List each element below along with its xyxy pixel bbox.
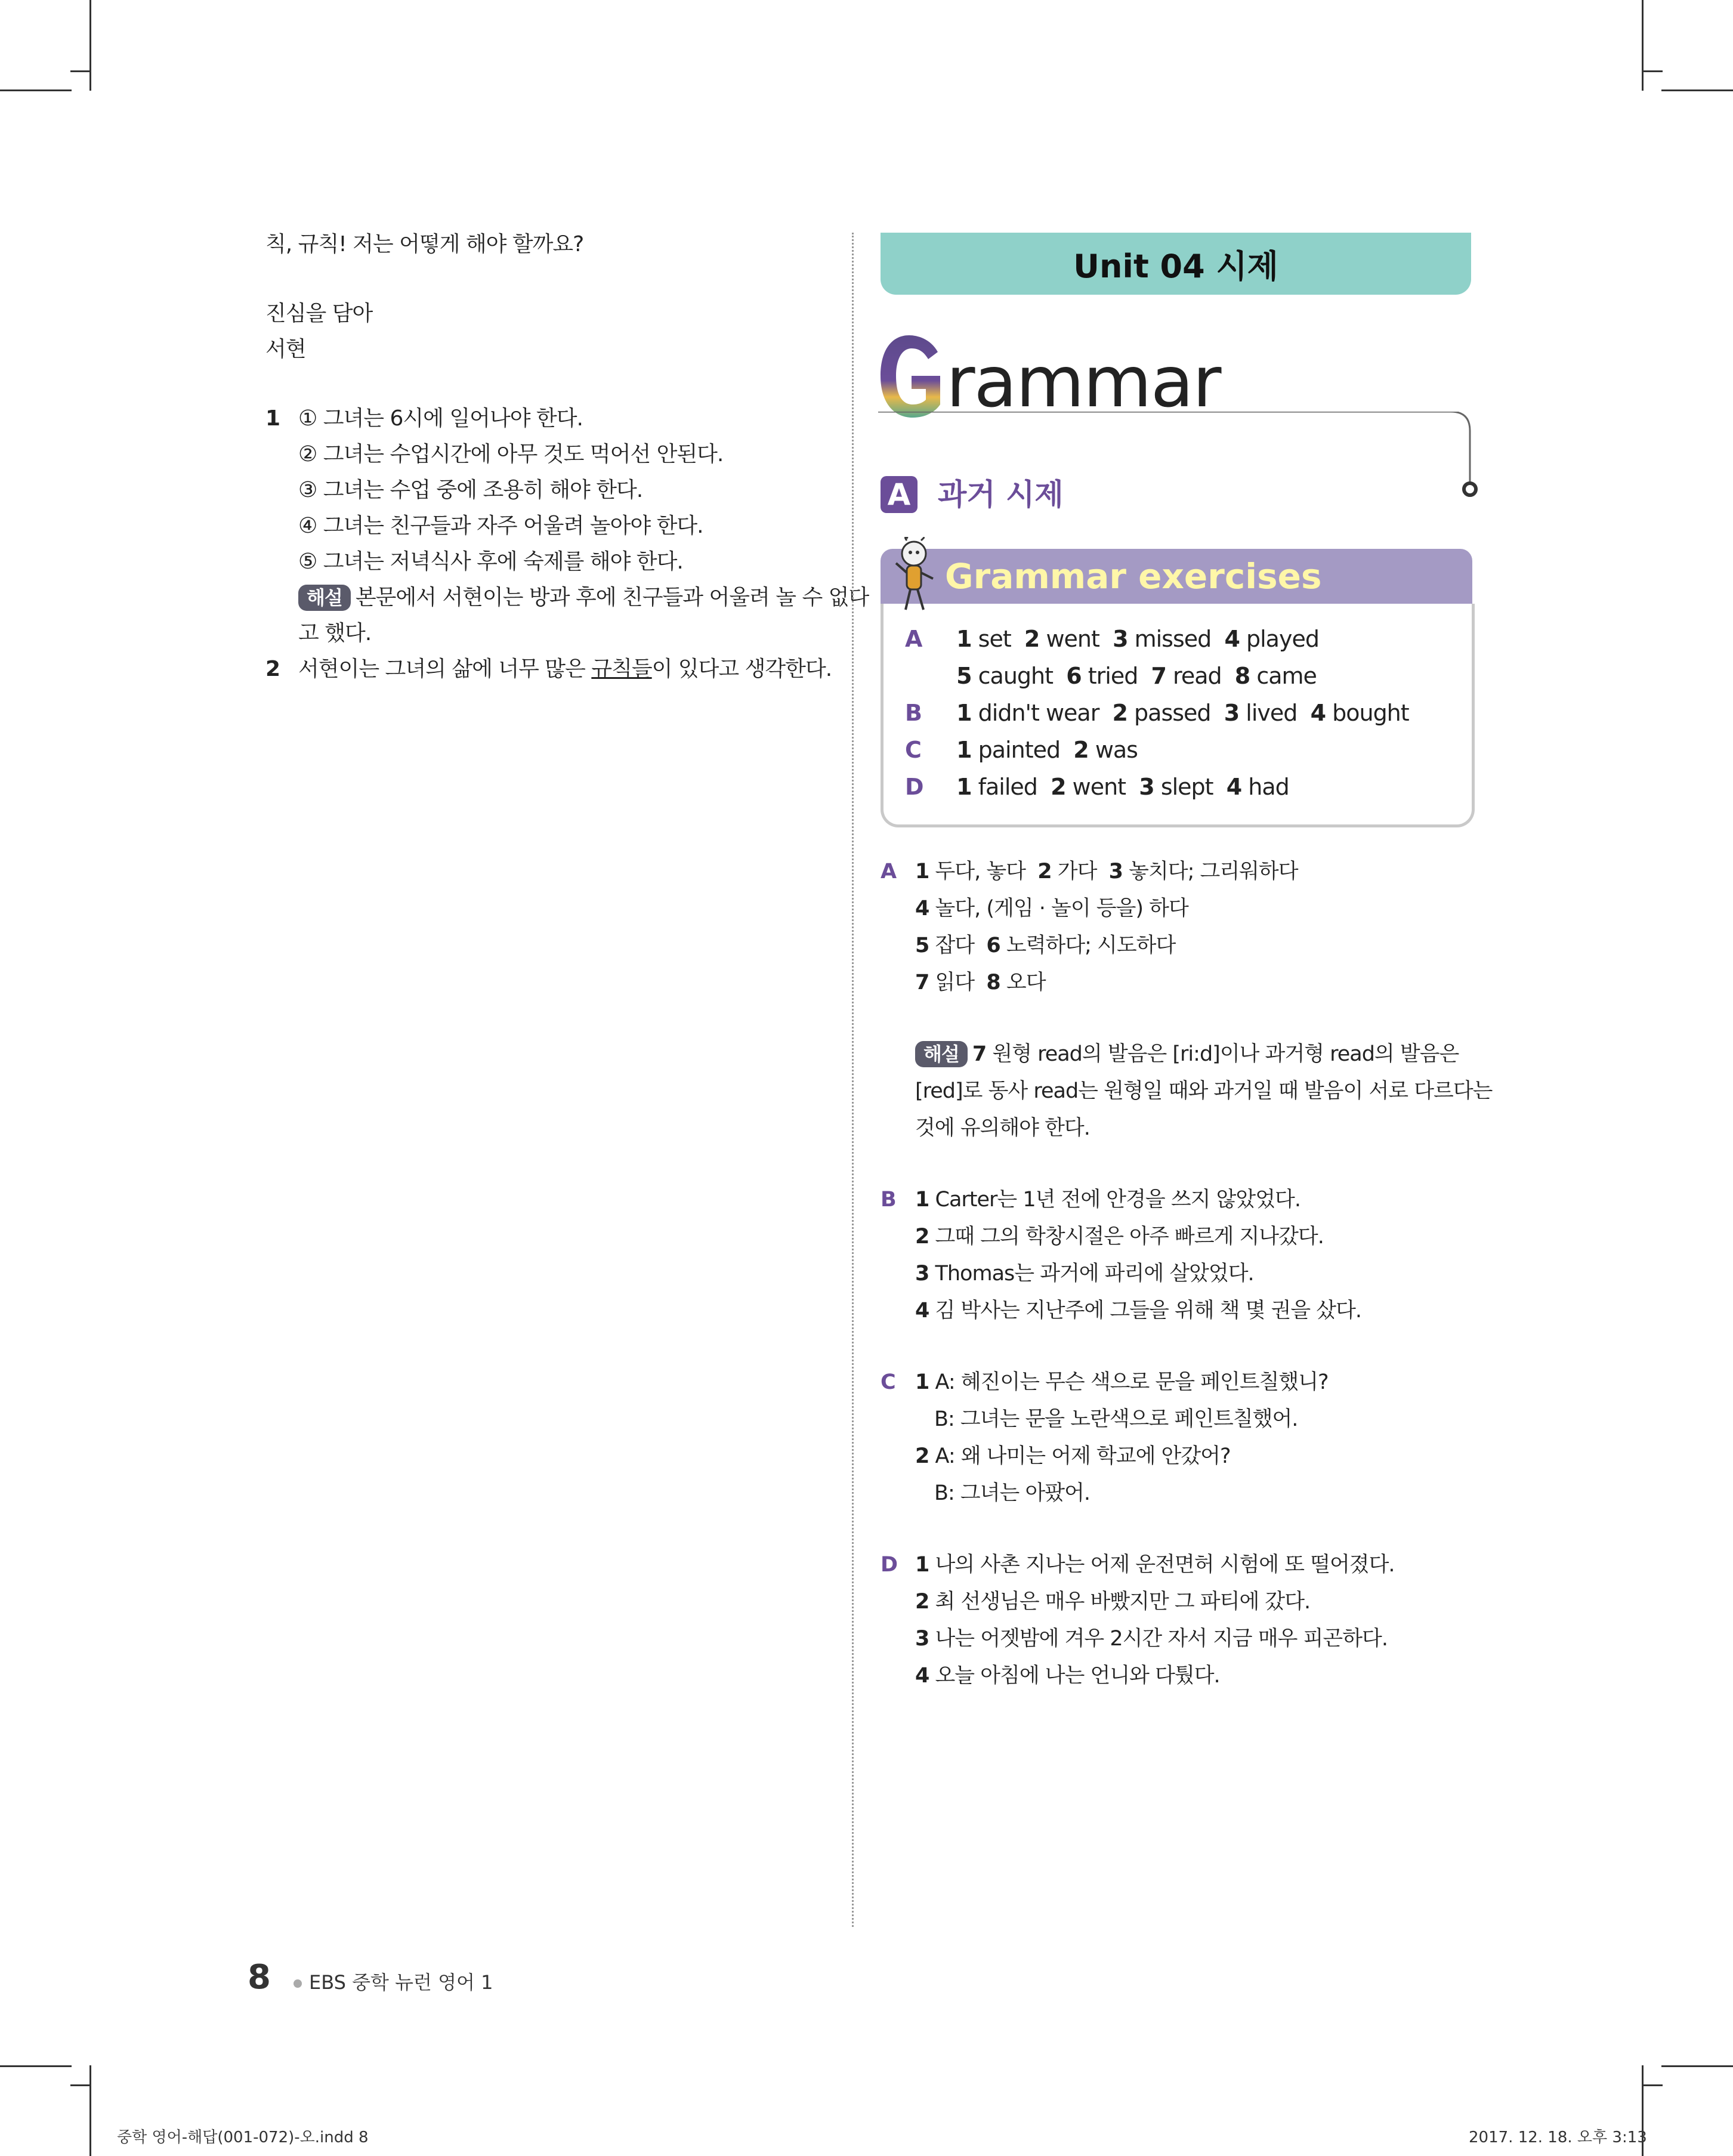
item-text: 읽다	[935, 971, 975, 994]
question-1	[265, 401, 838, 437]
crop-mark	[0, 89, 72, 91]
item-answer: came	[1256, 663, 1317, 689]
exercise-label: D	[905, 774, 923, 800]
item-answer: set	[978, 626, 1011, 652]
crop-mark	[89, 2065, 91, 2156]
item-text: 놓치다; 그리워하다	[1129, 860, 1298, 884]
explanation	[881, 1036, 1477, 1073]
answer-post: 이 있다고 생각한다.	[651, 657, 832, 681]
item-number: 2	[1024, 626, 1040, 652]
grammar-title: rammar	[946, 341, 1221, 423]
item-number: 7	[1151, 663, 1166, 689]
mascot-icon	[889, 537, 943, 614]
item-number: 2	[915, 1225, 929, 1249]
item-number: 6	[986, 934, 1000, 957]
answer-row	[881, 1583, 1477, 1620]
item-answer: didn't wear	[978, 700, 1099, 726]
item-text: A: 왜 나미는 어제 학교에 안갔어?	[935, 1444, 1231, 1468]
explanation-text-cont: 고 했다.	[298, 621, 372, 645]
item-answer: failed	[978, 774, 1037, 800]
exercise-answers	[905, 620, 1409, 805]
item-number: 7	[972, 1042, 987, 1066]
item-number: 6	[1066, 663, 1082, 689]
exercise-row	[905, 731, 1409, 768]
answer-row	[881, 1218, 1477, 1255]
item-number: 4	[1310, 700, 1326, 726]
answer-row	[881, 853, 1477, 890]
item-text: 가다	[1057, 860, 1097, 884]
page-number: 8	[248, 1958, 271, 1997]
explanation-badge: 해설	[298, 585, 351, 611]
book-title-text: EBS 중학 뉴런 영어 1	[309, 1971, 493, 1994]
item-number: 5	[915, 934, 929, 957]
question-number: 1	[265, 406, 280, 431]
exercise-row	[905, 768, 1409, 805]
unit-title: Unit 04 시제	[1073, 247, 1278, 285]
exercise-row	[905, 620, 1409, 657]
answer-row	[881, 1475, 1477, 1512]
item-number: 3	[1113, 626, 1128, 652]
option-1: ① 그녀는 6시에 일어나야 한다.	[298, 406, 583, 431]
bullet-icon	[294, 1979, 302, 1988]
item-answer: was	[1095, 737, 1138, 763]
answer-row	[881, 1292, 1477, 1329]
item-number: 1	[956, 626, 972, 652]
item-answer: read	[1173, 663, 1222, 689]
item-text: 최 선생님은 매우 바빴지만 그 파티에 갔다.	[935, 1590, 1311, 1614]
item-text: 나의 사촌 지나는 어제 운전면허 시험에 또 떨어졌다.	[935, 1553, 1395, 1577]
item-number: 1	[915, 1370, 929, 1394]
print-file-name: 중학 영어-해답(001-072)-오.indd 8	[117, 2129, 369, 2146]
answer-label: C	[881, 1370, 895, 1394]
book-title	[294, 1967, 493, 1995]
unit-header	[881, 233, 1471, 295]
section-title: 과거 시제	[938, 477, 1064, 512]
answer-row	[881, 1546, 1477, 1583]
item-number: 4	[915, 1664, 929, 1688]
item-text: 잡다	[935, 934, 975, 957]
explanation-text: 본문에서 서현이는 방과 후에 친구들과 어울려 놀 수 없다	[355, 585, 869, 610]
question-number: 2	[265, 657, 280, 681]
item-number: 7	[915, 971, 929, 994]
item-number: 1	[956, 737, 972, 763]
item-answer: passed	[1134, 700, 1211, 726]
item-number: 4	[915, 897, 929, 921]
item-answer: went	[1046, 626, 1099, 652]
item-number: 4	[1224, 626, 1240, 652]
explanation-text-cont: 것에 유의해야 한다.	[915, 1116, 1090, 1140]
item-number: 1	[915, 1188, 929, 1212]
crop-mark	[1661, 2065, 1733, 2067]
item-answer: tried	[1088, 663, 1138, 689]
question-2	[265, 651, 838, 687]
grammar-g-logo	[878, 334, 945, 424]
crop-mark	[1642, 0, 1644, 91]
exercise-label: A	[905, 626, 922, 652]
item-number: 4	[915, 1299, 929, 1323]
exercise-label: B	[905, 700, 922, 726]
exercise-row	[905, 657, 1409, 694]
answer-row	[881, 1255, 1477, 1292]
answer-row	[881, 964, 1477, 1001]
answer-row	[881, 1401, 1477, 1438]
item-text: 노력하다; 시도하다	[1006, 934, 1176, 957]
option-3: ③ 그녀는 수업 중에 조용히 해야 한다.	[298, 478, 643, 502]
crop-mark	[1661, 89, 1733, 91]
answer-label: A	[881, 860, 897, 884]
answer-row	[881, 890, 1477, 927]
item-number: 3	[915, 1262, 929, 1286]
option-5: ⑤ 그녀는 저녁식사 후에 숙제를 해야 한다.	[298, 549, 683, 574]
item-text: Thomas는 과거에 파리에 살았었다.	[935, 1262, 1254, 1286]
item-text: B: 그녀는 문을 노란색으로 페인트칠했어.	[934, 1407, 1298, 1431]
crop-mark	[0, 2065, 72, 2067]
answer-label: D	[881, 1553, 898, 1577]
answer-row	[881, 1657, 1477, 1694]
item-answer: lived	[1246, 700, 1298, 726]
item-text: Carter는 1년 전에 안경을 쓰지 않았었다.	[935, 1188, 1300, 1212]
option-4: ④ 그녀는 친구들과 자주 어울려 놀아야 한다.	[298, 514, 703, 538]
letter-signature: 서현	[265, 337, 306, 362]
item-number: 2	[1073, 737, 1089, 763]
letter-line: 칙, 규칙! 저는 어떻게 해야 할까요?	[265, 232, 584, 257]
answer-pre: 서현이는 그녀의 삶에 너무 많은	[298, 657, 592, 681]
item-text: 김 박사는 지난주에 그들을 위해 책 몇 권을 샀다.	[935, 1299, 1362, 1323]
item-text: 놀다, (게임 · 놀이 등을) 하다	[935, 897, 1188, 921]
column-divider	[852, 233, 854, 1927]
item-number: 2	[1051, 774, 1066, 800]
item-number: 3	[1108, 860, 1123, 884]
item-number: 8	[1234, 663, 1250, 689]
item-number: 2	[1037, 860, 1052, 884]
letter-closing: 진심을 담아	[265, 301, 373, 326]
item-answer: missed	[1134, 626, 1212, 652]
exercises-title: Grammar exercises	[945, 556, 1322, 597]
item-answer: painted	[978, 737, 1061, 763]
item-number: 1	[915, 1553, 929, 1577]
item-number: 3	[915, 1627, 929, 1651]
crop-mark	[1642, 70, 1663, 72]
item-answer: had	[1248, 774, 1289, 800]
item-text: 오늘 아침에 나는 언니와 다퉜다.	[935, 1664, 1220, 1688]
item-answer: went	[1072, 774, 1126, 800]
answer-row	[881, 1438, 1477, 1475]
answer-row	[881, 1181, 1477, 1218]
answer-row	[881, 1364, 1477, 1401]
item-number: 3	[1224, 700, 1240, 726]
item-text: 오다	[1006, 971, 1046, 994]
item-number: 2	[915, 1590, 929, 1614]
explanation	[265, 580, 869, 616]
crop-mark	[70, 70, 91, 72]
answer-row	[881, 927, 1477, 964]
item-number: 2	[915, 1444, 929, 1468]
item-answer: caught	[978, 663, 1054, 689]
answer-underlined: 규칙들	[591, 657, 652, 681]
explanation-text: 원형 read의 발음은 [ri:d]이나 과거형 read의 발음은	[992, 1042, 1459, 1066]
item-text: 그때 그의 학창시절은 아주 빠르게 지나갔다.	[935, 1225, 1324, 1249]
crop-mark	[70, 2084, 91, 2086]
item-number: 1	[956, 700, 972, 726]
crop-mark	[1642, 2084, 1663, 2086]
answer-row	[881, 1620, 1477, 1657]
explanation-badge: 해설	[915, 1041, 968, 1067]
exercise-row	[905, 694, 1409, 731]
item-answer: played	[1246, 626, 1319, 652]
print-timestamp: 2017. 12. 18. 오후 3:13	[1469, 2129, 1647, 2146]
item-answer: bought	[1332, 700, 1409, 726]
section-letter-badge: A	[881, 476, 918, 513]
answer-translations	[881, 853, 1493, 1694]
item-text: 나는 어젯밤에 겨우 2시간 자서 지금 매우 피곤하다.	[935, 1627, 1388, 1651]
item-answer: slept	[1160, 774, 1213, 800]
item-text: A: 혜진이는 무슨 색으로 문을 페인트칠했니?	[935, 1370, 1329, 1394]
explanation-text-cont: [red]로 동사 read는 원형일 때와 과거일 때 발음이 서로 다르다는	[915, 1079, 1493, 1103]
left-column	[265, 227, 869, 687]
item-number: 1	[956, 774, 972, 800]
option-2: ② 그녀는 수업시간에 아무 것도 먹어선 안된다.	[298, 442, 724, 467]
item-number: 4	[1226, 774, 1242, 800]
item-number: 3	[1139, 774, 1154, 800]
item-text: 두다, 놓다	[935, 860, 1025, 884]
item-number: 2	[1112, 700, 1127, 726]
crop-mark	[89, 0, 91, 91]
item-number: 8	[986, 971, 1000, 994]
item-text: B: 그녀는 아팠어.	[934, 1481, 1091, 1505]
answer-label: B	[881, 1188, 896, 1212]
item-number: 1	[915, 860, 929, 884]
exercise-label: C	[905, 737, 921, 763]
item-number: 5	[956, 663, 972, 689]
